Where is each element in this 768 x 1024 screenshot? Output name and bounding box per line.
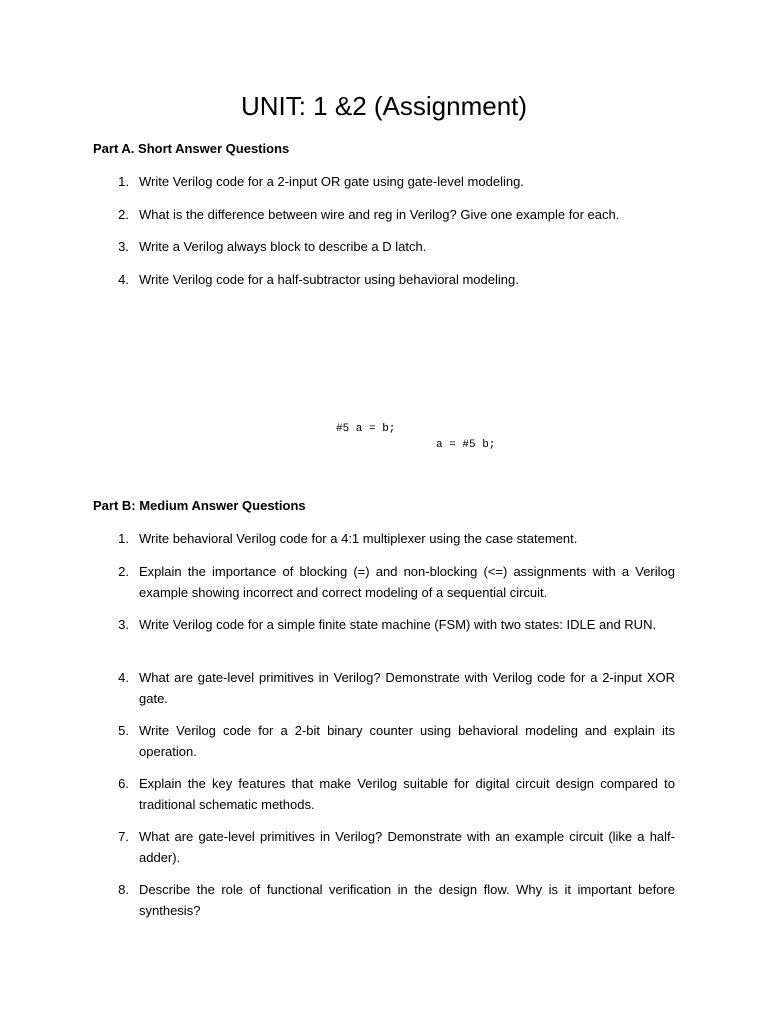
question-number: 3. (118, 239, 129, 254)
question-text: What are gate-level primitives in Verilog? Demonstrate with an example circuit (like a half-adder). (139, 829, 675, 865)
code-snippet-left: #5 a = b; (336, 423, 396, 435)
question-text: Write Verilog code for a 2-bit binary counter using behavioral modeling and explain its operation. (139, 723, 675, 759)
part-b-heading: Part B: Medium Answer Questions (93, 498, 306, 513)
page-title: UNIT: 1 &2 (Assignment) (240, 91, 528, 121)
code-snippet-right: a = #5 b; (436, 439, 496, 451)
question-text: What is the difference between wire and reg in Verilog? Give one example for each. (139, 207, 620, 222)
question-number: 4. (118, 272, 129, 287)
question-text: Write a Verilog always block to describe a D latch. (139, 239, 427, 254)
question-number: 3. (118, 617, 129, 632)
question-number: 6. (118, 776, 129, 791)
question-text: Write behavioral Verilog code for a 4:1 multiplexer using the case statement. (139, 531, 578, 546)
question-number: 1. (118, 174, 129, 189)
question-number: 8. (118, 882, 129, 897)
question-text: Describe the role of functional verification in the design flow. Why is it important before synthesis? (139, 882, 675, 918)
question-number: 2. (118, 207, 129, 222)
question-text: Write Verilog code for a simple finite state machine (FSM) with two states: IDLE and RUN. (139, 617, 657, 632)
part-a-heading: Part A. Short Answer Questions (93, 141, 290, 156)
question-number: 4. (118, 670, 129, 685)
question-number: 1. (118, 531, 129, 546)
question-text: Write Verilog code for a 2-input OR gate using gate-level modeling. (139, 174, 524, 189)
question-text: Explain the key features that make Verilog suitable for digital circuit design compared to traditional schematic methods. (139, 776, 675, 812)
question-number: 7. (118, 829, 129, 844)
question-number: 2. (118, 564, 129, 579)
question-number: 5. (118, 723, 129, 738)
question-text: Write Verilog code for a half-subtractor using behavioral modeling. (139, 272, 519, 287)
code-snippet (0, 405, 768, 469)
question-text: What are gate-level primitives in Verilog? Demonstrate with Verilog code for a 2-input XOR gate. (139, 670, 675, 706)
question-text: Explain the importance of blocking (=) and non-blocking (<=) assignments with a Verilog example showing incorrect and correct modeling of a sequential circuit. (139, 564, 675, 600)
